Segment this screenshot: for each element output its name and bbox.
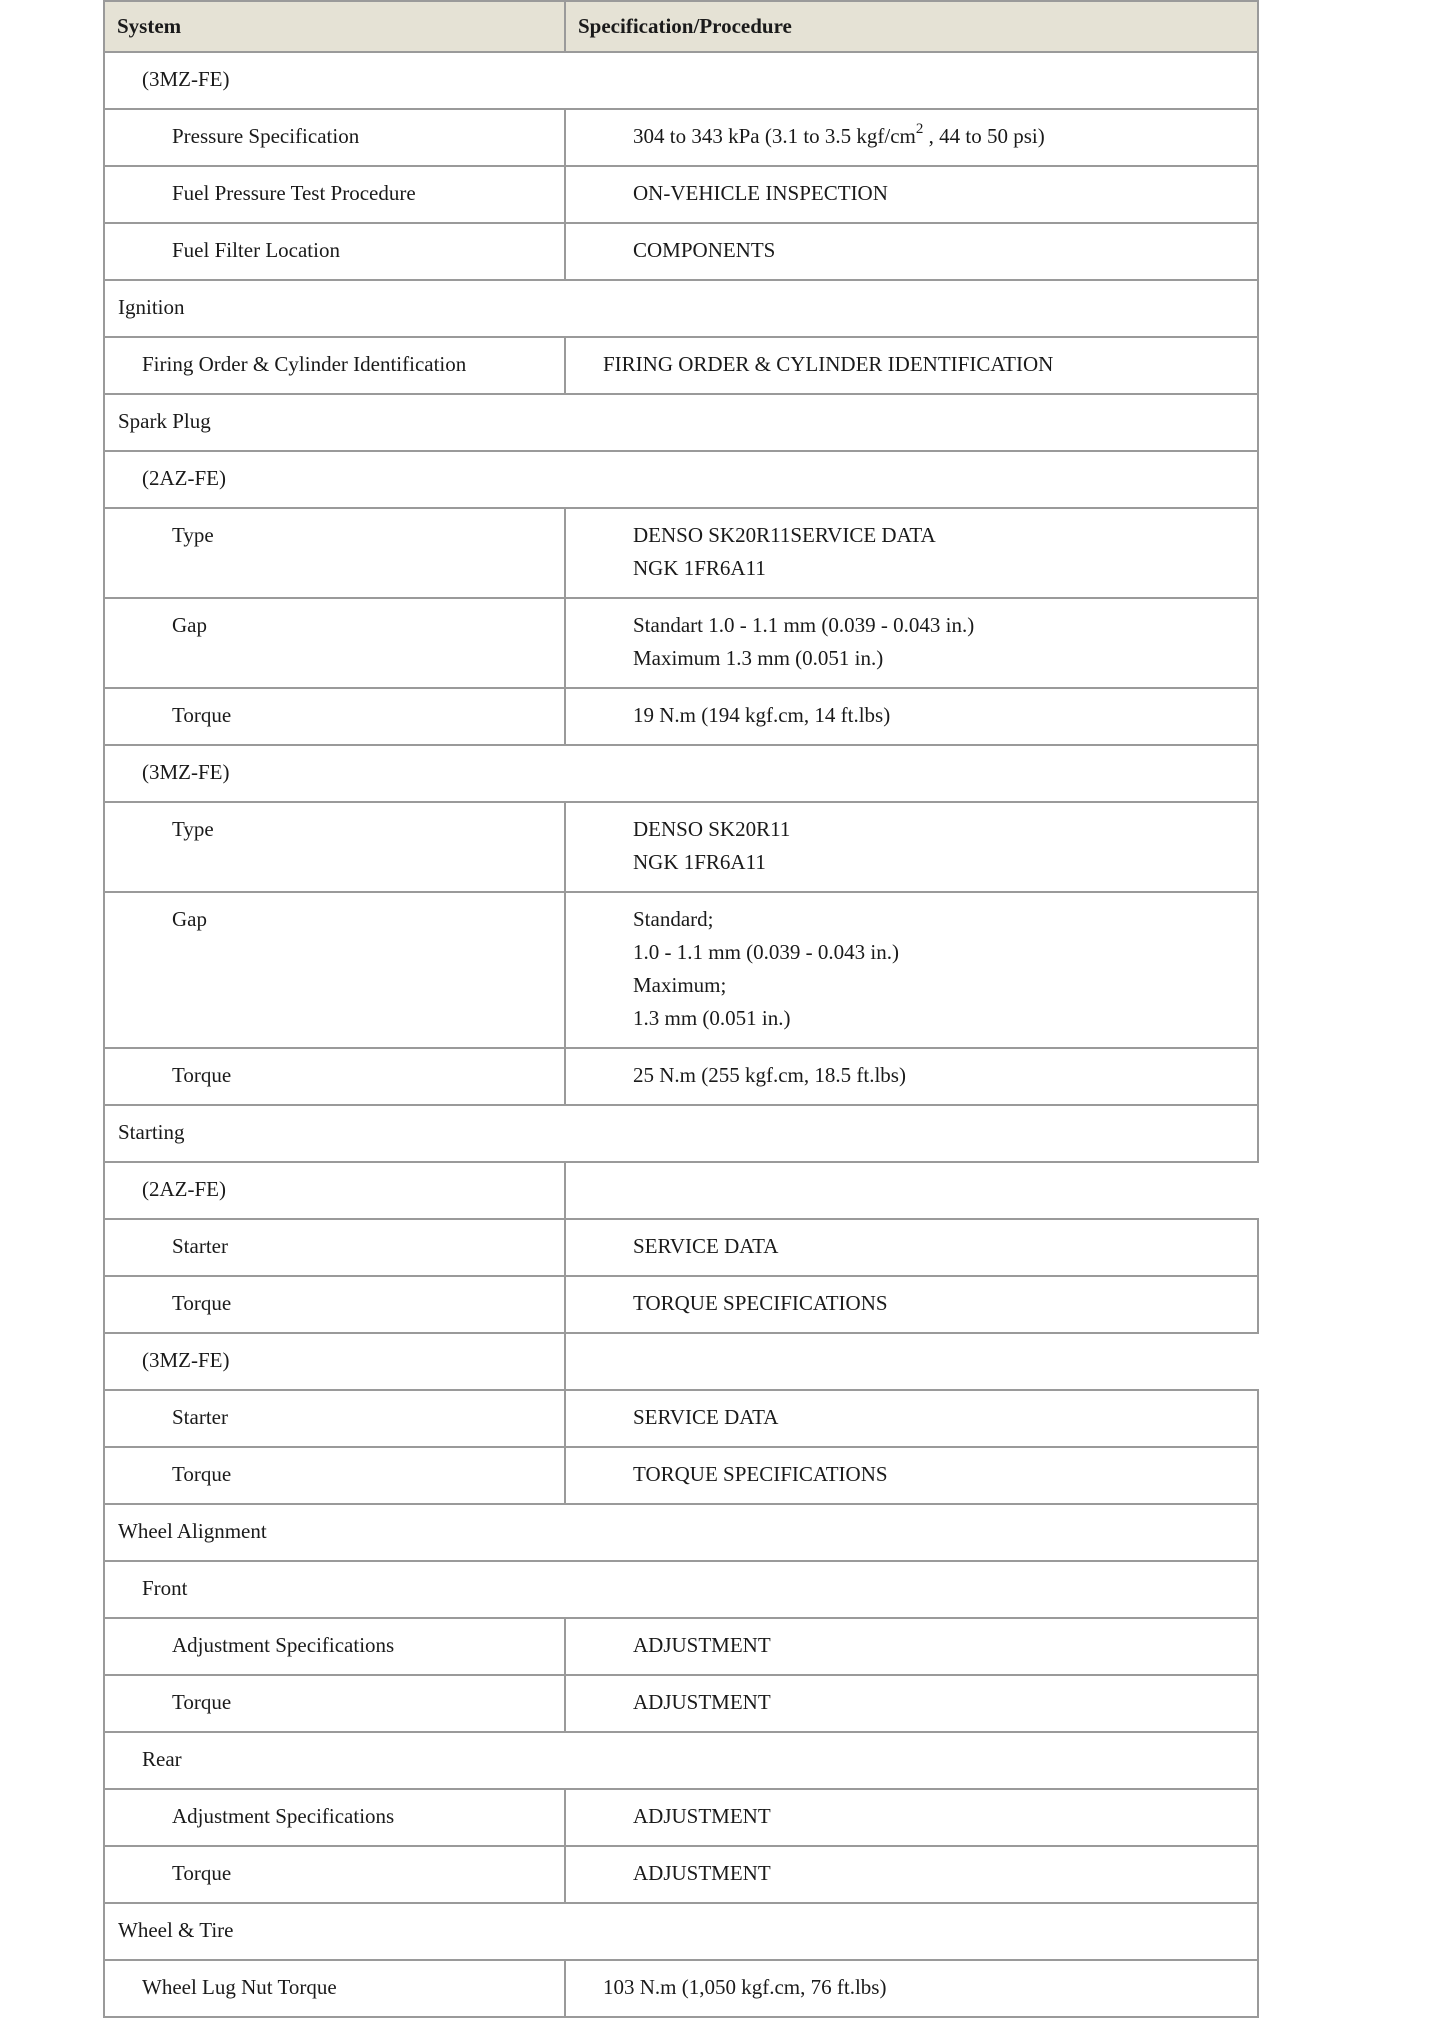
row-value (565, 166, 1258, 223)
value-line: Standard; (633, 907, 714, 931)
value-line: DENSO SK20R11 (633, 817, 791, 841)
table-row (104, 508, 1258, 598)
row-value (565, 1048, 1258, 1105)
value-line: TORQUE SPECIFICATIONS (633, 1291, 888, 1315)
subhead-label: (3MZ-FE) (104, 1333, 565, 1390)
row-label: Starter (104, 1390, 565, 1447)
header-spec: Specification/Procedure (565, 1, 1258, 52)
table-row (104, 223, 1258, 280)
table-row (104, 337, 1258, 394)
value-line: TORQUE SPECIFICATIONS (633, 1462, 888, 1486)
row-value (565, 1618, 1258, 1675)
subhead-label: (2AZ-FE) (104, 1162, 565, 1219)
row-label: Torque (104, 1846, 565, 1903)
row-value (565, 1219, 1258, 1276)
table-row (104, 1675, 1258, 1732)
table-row (104, 688, 1258, 745)
row-label: Fuel Filter Location (104, 223, 565, 280)
row-value (565, 109, 1258, 166)
value-line: 19 N.m (194 kgf.cm, 14 ft.lbs) (633, 703, 891, 727)
row-value (565, 1789, 1258, 1846)
section-label: (3MZ-FE) (104, 745, 1258, 802)
spec-table (103, 0, 1259, 2018)
value-line: Maximum; (633, 973, 727, 997)
section-row (104, 394, 1258, 451)
header-system: System (104, 1, 565, 52)
row-value (565, 688, 1258, 745)
section-row (104, 52, 1258, 109)
row-label: Torque (104, 1276, 565, 1333)
table-row (104, 166, 1258, 223)
value-line: SERVICE DATA (633, 1405, 779, 1429)
value-superscript: 2 (915, 121, 924, 137)
value-line: ADJUSTMENT (633, 1690, 771, 1714)
subhead-row (104, 1162, 1258, 1219)
row-label: Adjustment Specifications (104, 1618, 565, 1675)
section-row (104, 1504, 1258, 1561)
section-row (104, 1561, 1258, 1618)
table-row (104, 892, 1258, 1048)
table-row (104, 1618, 1258, 1675)
subhead-row (104, 1333, 1258, 1390)
section-row (104, 280, 1258, 337)
section-label: Wheel Alignment (104, 1504, 1258, 1561)
row-value (565, 1390, 1258, 1447)
section-label: Rear (104, 1732, 1258, 1789)
row-value (565, 223, 1258, 280)
row-label: Starter (104, 1219, 565, 1276)
section-label: Wheel & Tire (104, 1903, 1258, 1960)
value-line: DENSO SK20R11SERVICE DATA (633, 523, 936, 547)
table-row (104, 1219, 1258, 1276)
value-line: COMPONENTS (633, 238, 776, 262)
table-row (104, 1276, 1258, 1333)
section-row (104, 1105, 1258, 1162)
value-line: ADJUSTMENT (633, 1633, 771, 1657)
table-row (104, 1846, 1258, 1903)
table-row (104, 598, 1258, 688)
row-value (565, 337, 1258, 394)
value-line: FIRING ORDER & CYLINDER IDENTIFICATION (603, 352, 1054, 376)
table-row (104, 1789, 1258, 1846)
empty-cell (565, 1162, 1258, 1219)
row-label: Wheel Lug Nut Torque (104, 1960, 565, 2017)
value-text: , 44 to 50 psi) (923, 124, 1045, 148)
section-row (104, 1903, 1258, 1960)
value-line: 25 N.m (255 kgf.cm, 18.5 ft.lbs) (633, 1063, 906, 1087)
section-label: (2AZ-FE) (104, 451, 1258, 508)
table-row (104, 109, 1258, 166)
row-value (565, 1447, 1258, 1504)
value-line: ADJUSTMENT (633, 1804, 771, 1828)
row-value (565, 1675, 1258, 1732)
value-line: 1.3 mm (0.051 in.) (633, 1006, 791, 1030)
row-label: Torque (104, 1048, 565, 1105)
row-label: Firing Order & Cylinder Identification (104, 337, 565, 394)
row-value (565, 892, 1258, 1048)
row-value (565, 508, 1258, 598)
section-row (104, 451, 1258, 508)
table-row (104, 1048, 1258, 1105)
section-label: Ignition (104, 280, 1258, 337)
empty-cell (565, 1333, 1258, 1390)
table-row (104, 802, 1258, 892)
row-label: Type (104, 508, 565, 598)
value-line: ON-VEHICLE INSPECTION (633, 181, 888, 205)
row-value (565, 1276, 1258, 1333)
value-line: NGK 1FR6A11 (633, 850, 766, 874)
value-line: 1.0 - 1.1 mm (0.039 - 0.043 in.) (633, 940, 899, 964)
value-line: SERVICE DATA (633, 1234, 779, 1258)
section-label: Spark Plug (104, 394, 1258, 451)
value-line: Maximum 1.3 mm (0.051 in.) (633, 646, 884, 670)
section-label: Front (104, 1561, 1258, 1618)
value-text: 304 to 343 kPa (3.1 to 3.5 kgf/cm (633, 124, 916, 148)
table-row (104, 1960, 1258, 2017)
table-row (104, 1390, 1258, 1447)
spec-body (104, 52, 1258, 2017)
row-label: Adjustment Specifications (104, 1789, 565, 1846)
row-label: Fuel Pressure Test Procedure (104, 166, 565, 223)
row-label: Gap (104, 892, 565, 1048)
row-label: Type (104, 802, 565, 892)
row-value (565, 1960, 1258, 2017)
row-label: Pressure Specification (104, 109, 565, 166)
section-row (104, 745, 1258, 802)
row-value (565, 802, 1258, 892)
row-value (565, 598, 1258, 688)
row-label: Torque (104, 1447, 565, 1504)
table-row (104, 1447, 1258, 1504)
row-label: Torque (104, 1675, 565, 1732)
row-value (565, 1846, 1258, 1903)
section-label: (3MZ-FE) (104, 52, 1258, 109)
section-label: Starting (104, 1105, 1258, 1162)
section-row (104, 1732, 1258, 1789)
value-line: ADJUSTMENT (633, 1861, 771, 1885)
row-label: Torque (104, 688, 565, 745)
header-row (104, 1, 1258, 52)
value-line: Standart 1.0 - 1.1 mm (0.039 - 0.043 in.) (633, 613, 975, 637)
row-label: Gap (104, 598, 565, 688)
value-line: 103 N.m (1,050 kgf.cm, 76 ft.lbs) (603, 1975, 887, 1999)
value-line: NGK 1FR6A11 (633, 556, 766, 580)
